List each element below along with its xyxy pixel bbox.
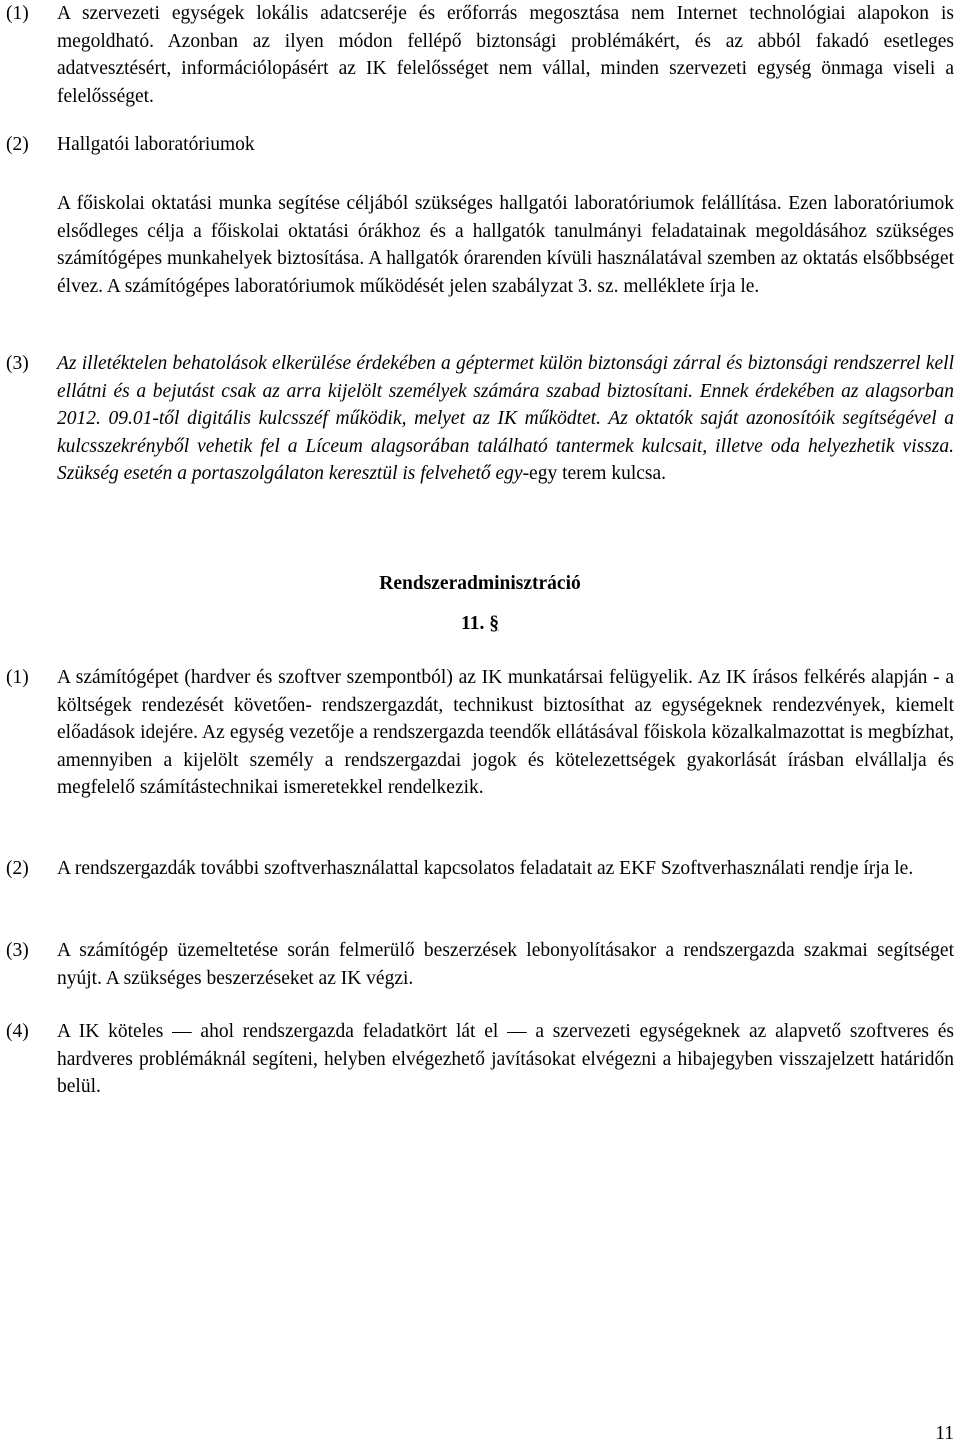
section-number bbox=[0, 610, 960, 638]
section-number-text: 11. bbox=[461, 613, 485, 634]
paragraph-text: A számítógépet (hardver és szoftver szempontból) az IK munkatársai felügyelik. Az IK írásos felkérés alapján - a költségek rendezését követően- rendszergazdát, technikust biztosíthat az egységeknek rendezvények, kiemelt előadások idejére. Az egység vezetője a rendszergazda teendők ellátásával főiskola közalkalmazottat is megbízhat, amennyiben a kijelölt személy a rendszergazdai jogok és kötelezettségek gyakorlását írásban elvállalja és megfelelő számítástechnikai ismeretekkel rendelkezik. bbox=[57, 667, 954, 798]
paragraph-text: A rendszergazdák további szoftverhasználattal kapcsolatos feladatait az EKF Szoftverhasználati rendje írja le. bbox=[57, 858, 914, 879]
paragraph-title: Hallgatói laboratóriumok bbox=[57, 134, 255, 155]
paragraph-number: (3) bbox=[6, 353, 29, 374]
paragraph-number: (2) bbox=[6, 858, 29, 879]
paragraph-text: A IK köteles — ahol rendszergazda feladatkört lát el — a szervezeti egységeknek az alapvető szoftveres és hardveres problémáknál segíteni, helyben elvégezhető javításokat elvégezni a hibajegyben visszajelzett határidőn belül. bbox=[57, 1021, 954, 1097]
paragraph-number: (3) bbox=[6, 940, 29, 961]
plain-tail-text: -egy terem kulcsa. bbox=[522, 463, 667, 484]
section-symbol: § bbox=[489, 613, 499, 634]
paragraph-text: A szervezeti egységek lokális adatcseréje és erőforrás megosztása nem Internet technológiai alapokon is megoldható. Azonban az ilyen módon fellépő biztonsági problémákért, és az abból fakadó esetleges adatvesztésért, információlopásért az IK felelősséget nem vállal, minden szervezeti egység önmaga viseli a felelősséget. bbox=[57, 3, 954, 107]
page-number: 11 bbox=[935, 1423, 954, 1444]
paragraph-2-text: A főiskolai oktatási munka segítése céljából szükséges hallgatói laboratóriumok felállítása. Ezen laboratóriumok elsődleges célja a főiskolai oktatási órákhoz és a hallgatók tanulmányi feladatainak megoldásához szükséges számítógépes munkahelyek biztosítása. A hallgatók órarenden kívüli használatával szemben az oktatás elsőbbséget élvez. A számítógépes laboratóriumok működését jelen szabályzat 3. sz. melléklete írja le. bbox=[57, 193, 954, 297]
paragraph-text: A számítógép üzemeltetése során felmerülő beszerzések lebonyolításakor a rendszergazda szakmai segítséget nyújt. A szükséges beszerzéseket az IK végzi. bbox=[57, 940, 954, 989]
paragraph-number: (2) bbox=[6, 134, 29, 155]
section-title: Rendszeradminisztráció bbox=[379, 573, 581, 594]
paragraph-number: (1) bbox=[6, 3, 29, 24]
paragraph-number: (1) bbox=[6, 667, 29, 688]
paragraph-number: (4) bbox=[6, 1021, 29, 1042]
italic-text: Az illetéktelen behatolások elkerülése érdekében a géptermet külön biztonsági zárral és biztonsági rendszerrel kell ellátni és a bejutást csak az arra kijelölt személyek számára szabad biztosítani. Ennek érdekében az alagsorban 2012. 09.01-től digitális kulcsszéf működik, melyet az IK működtet. Az oktatók saját azonosítóik segítségével a kulcsszekrényből vehetik fel a Líceum alagsorában található tantermek kulcsait, illetve oda helyezhetik vissza. Szükség esetén a portaszolgálaton keresztül is felvehető egy bbox=[57, 353, 954, 484]
paragraph-text bbox=[57, 350, 954, 488]
